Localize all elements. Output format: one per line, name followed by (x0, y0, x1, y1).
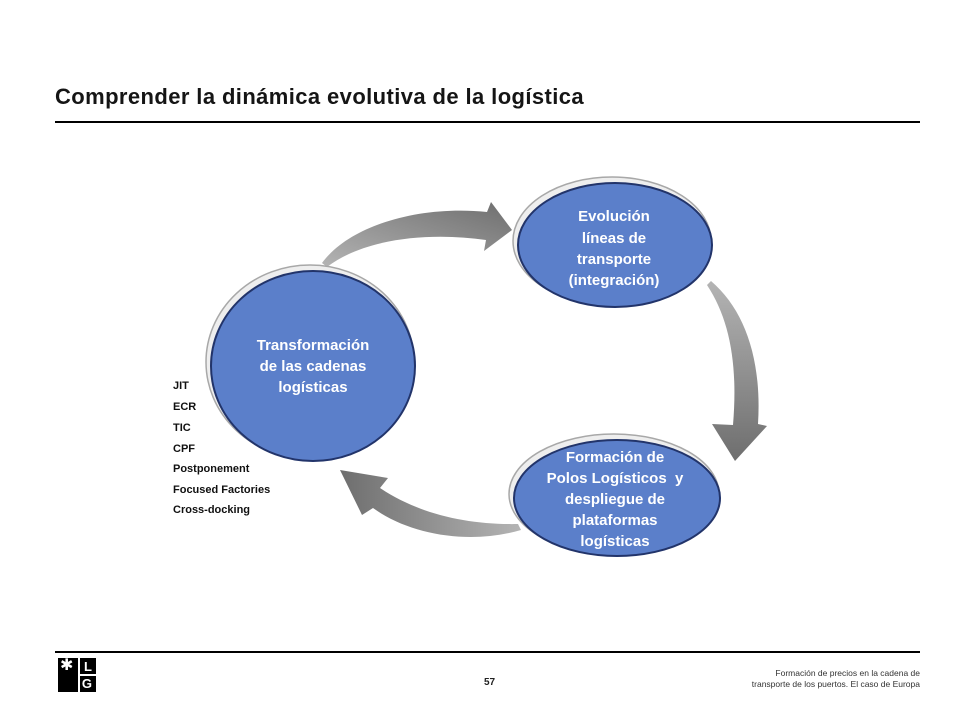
node-label-line: líneas de (581, 230, 647, 247)
node-label-line: (integración) (568, 272, 660, 289)
node-label-line: de las cadenas (259, 358, 367, 375)
node-label-line: logísticas (580, 533, 650, 550)
footer-rule (55, 651, 920, 653)
node-transformacion (206, 265, 415, 461)
logo (58, 655, 96, 692)
node-label-line: transporte (576, 251, 652, 268)
node-label-line: Formación de (565, 449, 665, 466)
logo-letter-l: L (84, 659, 92, 674)
list-item: ECR (173, 401, 197, 413)
logo-letter-g: G (81, 676, 92, 691)
list-item: JIT (173, 380, 189, 392)
page-number: 57 (484, 677, 496, 688)
list-item: Focused Factories (173, 484, 271, 496)
footer-line: Formación de precios en la cadena de (775, 668, 920, 678)
node-label-line: despliegue de (564, 491, 666, 508)
list-item: CPF (173, 443, 195, 455)
node-label-line: Evolución (578, 208, 650, 225)
list-item: TIC (173, 422, 191, 434)
asterisk-star-icon: ✱ (60, 655, 74, 674)
node-label-line: Transformación (256, 337, 370, 354)
footer-caption (752, 668, 920, 690)
arrow-evolucion-to-formacion (707, 281, 767, 461)
slide-title: Comprender la dinámica evolutiva de la logística (55, 84, 585, 109)
node-label-line: logísticas (278, 379, 348, 396)
footer-line: transporte de los puertos. El caso de Europa (751, 679, 920, 689)
node-formacion (509, 434, 720, 556)
arrow-formacion-to-transformacion (340, 470, 521, 537)
list-item: Postponement (173, 463, 250, 475)
list-item: Cross-docking (173, 504, 251, 516)
arrow-transformacion-to-evolucion (322, 202, 512, 267)
node-label-line: Polos Logísticos y (546, 470, 684, 487)
node-evolucion (513, 177, 712, 307)
node-label-line: plataformas (572, 512, 658, 529)
